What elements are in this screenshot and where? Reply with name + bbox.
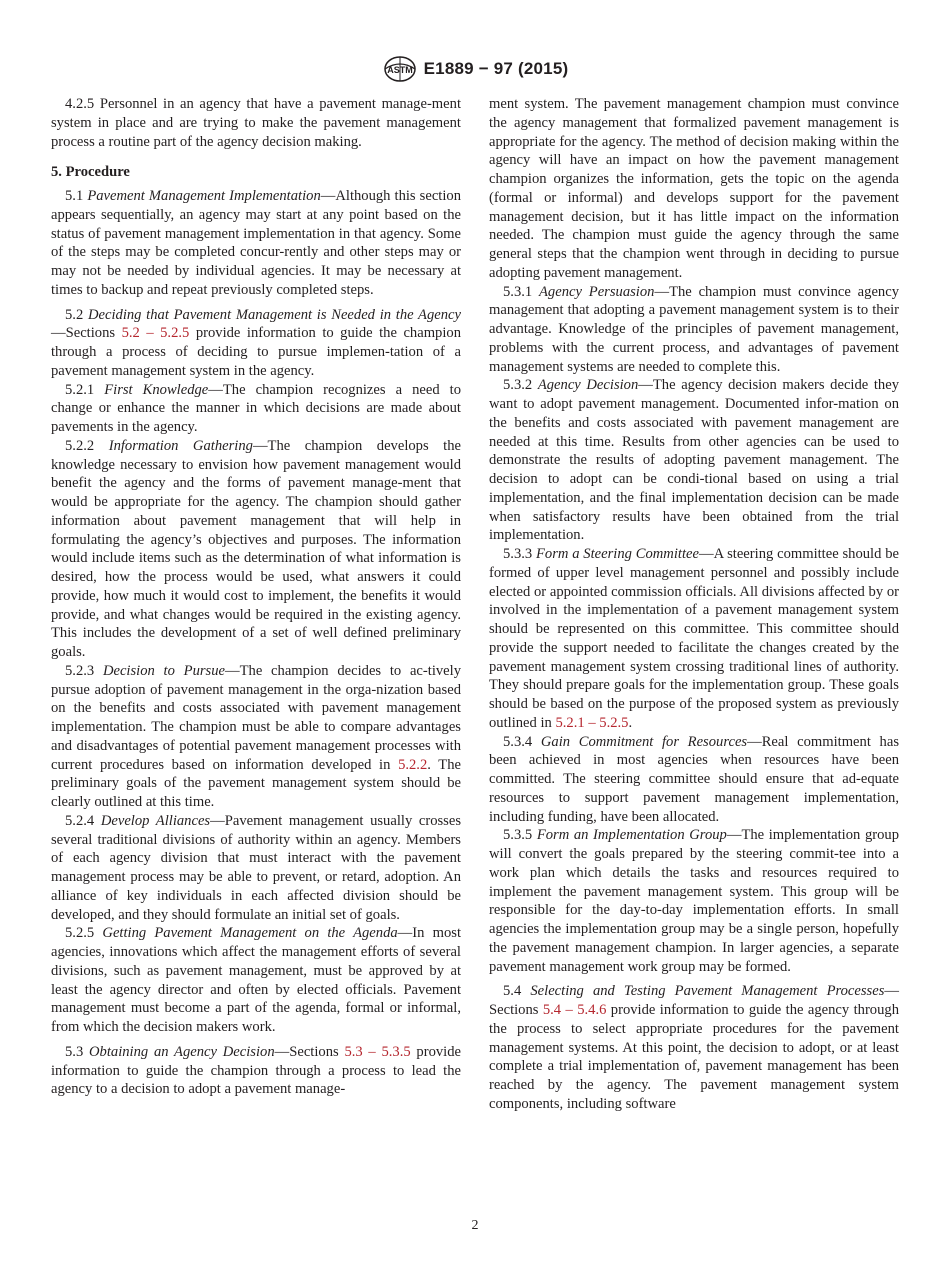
- section-number: 5.3.1: [503, 283, 533, 300]
- section-title: Information Gathering: [108, 437, 253, 454]
- paragraph-5-2-3: [51, 662, 461, 812]
- document-designation: E1889 − 97 (2015): [423, 59, 569, 78]
- paragraph-text: —The champion must convince agency management that adopting a pavement management system is to their advantage. Knowledge of the principles of pavement management, problems with the current process, and advantages of pavement management systems are needed to complete this.: [489, 283, 899, 375]
- paragraph-text: ment system. The pavement management champion must convince the agency management that formalized pavement management is appropriate for the agency. The method of decision making within the agency will have an impact on how the pavement management champion organizes the information, gets the topic on the agenda (formal or informal) and develops support for the pavement management decision, but it has little impact on the information needed. The champion must guide the agency through the same general steps that the champion went through in deciding to pursue adopting pavement management.: [489, 96, 899, 281]
- paragraph-text: —Although this section appears sequentially, an agency may start at any point based on the status of pavement management implementation in that agency. Some of the steps may be completed concur-rently and other steps may or may not be needed by individual agencies. It may be necessary at times to backup and repeat previously completed steps.: [51, 188, 462, 298]
- section-heading-procedure: 5. Procedure: [51, 164, 130, 181]
- section-number: 5.3.2: [503, 377, 533, 394]
- paragraph-5-2-4: [51, 812, 461, 925]
- paragraph-5-2-2: [51, 437, 461, 662]
- section-title: Obtaining an Agency Decision: [89, 1043, 275, 1060]
- cross-reference-link[interactable]: 5.2.2: [398, 756, 428, 773]
- paragraph-text: —In most agencies, innovations which affect the management efforts of several divisions, such as pavement management, must be approved by at least the agency director and often by elected officials. Pavement management must become a part of the agenda, formal or informal, from which the decision makers work.: [51, 925, 462, 1035]
- section-title: Selecting and Testing Pavement Management Processes: [530, 983, 885, 1000]
- section-title: Getting Pavement Management on the Agenda: [102, 925, 398, 942]
- svg-text:ASTM: ASTM: [386, 65, 413, 75]
- paragraph-text: —A steering committee should be formed of upper level management personnel and possibly include elected or appointed commission officials. All divisions affected by or involved in the implementation of a pavement management system should be represented on this committee. This committee should provide the support needed to facilitate the changes created by the pavement management system crossing traditional lines of authority. They should prepare goals for the implementation group. These goals should be based on the purpose of the proposed system as previously outlined in: [489, 546, 899, 731]
- paragraph-text: —The champion decides to ac-tively pursue adoption of pavement management in the orga-nization based on the benefits and costs associated with pavement management implementation. The champion must be able to compare advantages and disadvantages of potential pavement management processes with current procedures based on information developed in: [51, 662, 461, 773]
- paragraph-5-3-4: [489, 733, 899, 827]
- section-number: 5.1: [65, 188, 84, 204]
- section-number: 4.2.5: [65, 96, 95, 112]
- section-number: 5.4: [503, 983, 522, 1000]
- paragraph-5-3-2: [489, 376, 899, 545]
- paragraph-text: —Sections: [274, 1043, 345, 1060]
- paragraph-5-1: [51, 187, 461, 300]
- paragraph-text: —The implementation group will convert the goals prepared by the steering commit-tee into a work plan which details the tasks and resources required to implement the pavement management system. This group will be responsible for the day-to-day implementation efforts. In small agencies the implementation group may be a single person, hopefully the pavement management champion. In larger agencies, a separate pavement management work group may be formed.: [489, 827, 899, 975]
- section-number: 5.2: [65, 306, 84, 323]
- page-header: [0, 54, 950, 84]
- paragraph-5-2: [51, 306, 461, 381]
- paragraph-5-3-5: [489, 826, 899, 976]
- section-title: Deciding that Pavement Management is Needed in the Agency: [87, 306, 461, 323]
- section-title: Agency Persuasion: [539, 283, 655, 300]
- paragraph-text: provide information to guide the champion through a process to lead the agency to a decision to adopt a pavement manage-: [51, 1043, 462, 1098]
- section-title: Form a Steering Committee: [535, 546, 699, 562]
- page-number: 2: [471, 1218, 479, 1233]
- section-number: 5.2.1: [65, 381, 95, 398]
- section-title: Agency Decision: [537, 377, 639, 394]
- section-number: 5.3: [65, 1043, 84, 1060]
- section-number: 5.2.4: [65, 812, 95, 829]
- paragraph-5-4: [489, 982, 899, 1113]
- paragraph-text: Personnel in an agency that have a pavement manage-ment system in place and are trying to make the pavement management process a routine part of the agency decision making.: [51, 96, 461, 150]
- section-number: 5.2.5: [65, 925, 95, 942]
- cross-reference-link[interactable]: 5.4 – 5.4.6: [542, 1002, 607, 1018]
- paragraph-5-3-continued: [489, 95, 899, 283]
- section-number: 5.3.5: [503, 827, 533, 844]
- section-number: 5.2.2: [65, 437, 95, 454]
- paragraph-5-3-3: [489, 545, 899, 733]
- paragraph-5-2-1: [51, 381, 461, 437]
- astm-logo-icon: [382, 54, 418, 84]
- paragraph-text: —The champion recognizes a need to change or enhance the manner in which decisions are made about pavements in the agency.: [51, 381, 461, 435]
- paragraph-5-3-1: [489, 283, 899, 377]
- paragraph-text: —Pavement management usually crosses several traditional divisions of authority within an agency. Members of each agency division that must interact with the pavement management process may be able to prevent, or retard, adoption. An alliance of key individuals in each affected division should be developed, and they should formulate an initial set of goals.: [51, 812, 462, 923]
- section-number: 5.3.3: [503, 546, 533, 562]
- section-title: Gain Commitment for Resources: [540, 733, 748, 750]
- section-number: 5.3.4: [503, 733, 533, 750]
- paragraph-text: —Sections: [489, 983, 899, 1018]
- right-column: [489, 95, 899, 1114]
- paragraph-text: provide information to guide the agency through the process to select appropriate procedures for the pavement management systems. At this point, the decision to adopt, or at least complete a trial implementation of, pavement management has been reached by the agency. The pavement management system components, including software: [489, 1002, 899, 1112]
- paragraph-4-2-5: [51, 95, 461, 151]
- paragraph-5-2-5: [51, 924, 461, 1037]
- cross-reference-link[interactable]: 5.3 – 5.3.5: [344, 1043, 411, 1060]
- section-title: Decision to Pursue: [102, 662, 226, 679]
- paragraph-text: —The agency decision makers decide they want to adopt pavement management. Documented infor-mation on the benefits and costs associated with pavement management are needed at this time. Results from other agencies can be used to demonstrate the results of adopting pavement management. The decision to adopt can be condi-tional based on using a trial implementation, and the final implementation decision can be made when satisfactory results have been obtained from the trial implementation.: [489, 377, 899, 544]
- section-title: Form an Implementation Group: [536, 827, 727, 844]
- paragraph-text: provide information to guide the champion through a process of deciding to pursue implemen-tation of a pavement management system in the agency.: [51, 325, 461, 379]
- section-title: First Knowledge: [104, 381, 209, 398]
- paragraph-text: —Real commitment has been achieved in most agencies when resources have been committed. The steering committee should ensure that ad-equate resources to support pavement management implementation, including funding, have been allocated.: [489, 733, 900, 825]
- section-title: Develop Alliances: [100, 812, 211, 829]
- paragraph-text: . The preliminary goals of the pavement management system should be clearly outlined at this time.: [51, 756, 461, 810]
- left-column: [51, 95, 461, 1099]
- paragraph-text: .: [628, 714, 633, 731]
- paragraph-text: —The champion develops the knowledge necessary to envision how pavement management would benefit the agency and the forms of pavement manage-ment that would be appropriate for the agency. The champion should gather information about pavement management that will help in formulating the agency’s objectives and purposes. The information would include items such as the determination of what information is desired, how the process would be used, what answers it could provide, how much it would cost to implement, the benefits it would provide, and what changes would be required in the existing agency. This includes the development of a set of well defined preliminary goals.: [51, 437, 461, 660]
- paragraph-text: —Sections: [51, 325, 122, 342]
- cross-reference-link[interactable]: 5.2.1 – 5.2.5: [555, 714, 629, 731]
- cross-reference-link[interactable]: 5.2 – 5.2.5: [121, 325, 190, 342]
- paragraph-5-3: [51, 1043, 461, 1099]
- section-number: 5.2.3: [65, 662, 95, 679]
- section-title: Pavement Management Implementation: [87, 188, 321, 204]
